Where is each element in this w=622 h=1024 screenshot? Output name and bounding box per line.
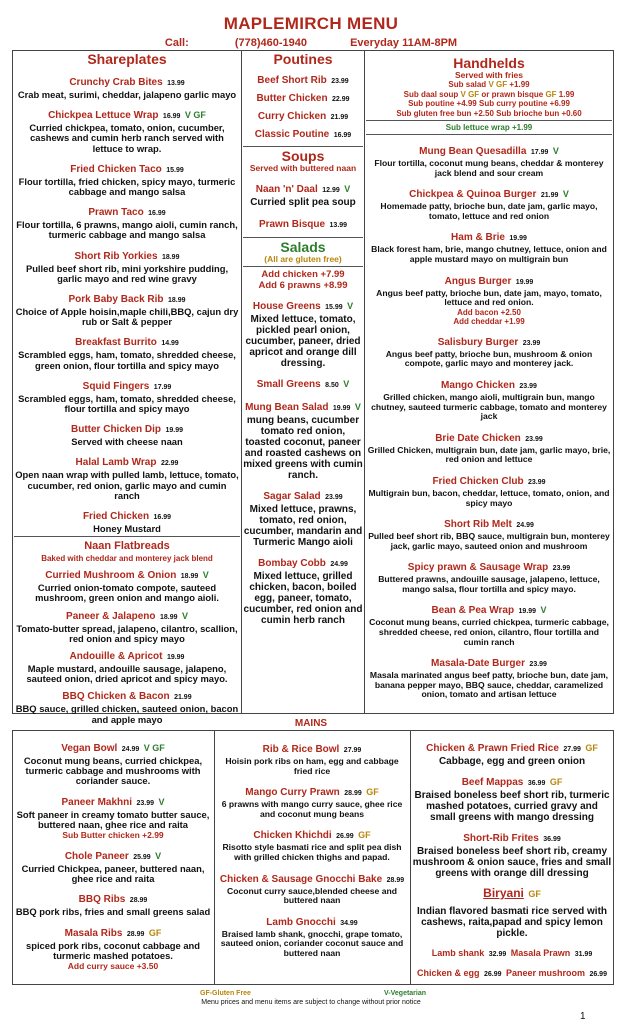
item-description: Mixed lettuce, tomato, pickled pearl onion, cucumber, paneer, dried apricot and orange dill dressing. bbox=[245, 314, 361, 369]
footer-note: Menu prices and menu items are subject to change without prior notice bbox=[201, 999, 421, 1006]
item-description: Angus beef patty, brioche bun, mushroom & onion compote, garlic mayo and monterey jack. bbox=[385, 348, 593, 369]
menu-item bbox=[243, 88, 363, 106]
item-name: Biryani bbox=[483, 886, 524, 900]
item-name: Spicy prawn & Sausage Wrap bbox=[407, 562, 549, 574]
item-tags: V bbox=[158, 796, 165, 807]
menu-item bbox=[366, 184, 612, 221]
item-price: 22.99 bbox=[160, 460, 179, 468]
item-name: BBQ Ribs bbox=[78, 894, 126, 906]
sub-text: Sub daal soup bbox=[403, 89, 459, 99]
item-name: Prawn Taco bbox=[88, 207, 144, 219]
page-number: 1 bbox=[580, 1011, 586, 1022]
menu-item bbox=[366, 271, 612, 326]
menu-item bbox=[243, 553, 363, 626]
menu-item bbox=[14, 72, 240, 100]
item-price: 36.99 bbox=[527, 780, 546, 787]
legend-gf: GF-Gluten Free bbox=[200, 990, 251, 997]
item-price: 19.99 bbox=[515, 278, 534, 286]
item-name: Butter Chicken bbox=[256, 93, 328, 104]
menu-item bbox=[14, 923, 212, 972]
menu-item bbox=[412, 738, 612, 767]
item-name: Butter Chicken Dip bbox=[71, 424, 162, 436]
menu-item bbox=[243, 124, 363, 142]
item-price: 34.99 bbox=[340, 919, 358, 927]
item-description: Soft paneer in creamy tomato butter sauce, buttered naan, ghee rice and raita bbox=[16, 808, 210, 830]
biryani-price: 31.99 bbox=[574, 951, 593, 958]
sub-text: or prawn bisque bbox=[481, 89, 544, 99]
item-name: Chole Paneer bbox=[64, 851, 129, 863]
menu-item bbox=[243, 179, 363, 208]
menu-item bbox=[14, 846, 212, 884]
divider bbox=[410, 730, 411, 985]
menu-item bbox=[366, 514, 612, 551]
item-description: Crab meat, surimi, cheddar, jalapeno garlic mayo bbox=[17, 89, 237, 100]
item-price: 21.99 bbox=[540, 192, 559, 200]
item-tags: V bbox=[202, 570, 209, 581]
item-price: 24.99 bbox=[330, 561, 348, 568]
item-price: 21.99 bbox=[330, 114, 349, 121]
item-price: 23.99 bbox=[519, 382, 537, 390]
contact-line bbox=[0, 37, 622, 49]
item-description: Masala marinated angus beef patty, brioche bun, date jam, banana pepper mayo, BBQ sauce, cheddar, caramelized onion, tomato and artisan lettuce bbox=[369, 670, 609, 700]
menu-item bbox=[216, 782, 408, 819]
item-description: Buttered prawns, andouille sausage, jalapeno, lettuce, mango salsa, flour tortilla and spicy mayo. bbox=[378, 574, 600, 594]
item-description: Honey Mustard bbox=[93, 523, 161, 535]
naan-heading: Naan Flatbreads bbox=[84, 540, 170, 553]
item-price: 28.99 bbox=[126, 930, 145, 938]
item-price: 18.99 bbox=[161, 253, 180, 261]
item-name: Pork Baby Back Rib bbox=[68, 294, 164, 306]
item-tags: V bbox=[343, 379, 350, 389]
item-description: Maple mustard, andouille sausage, jalapeno, sauteed onion, dried apricot and spicy mayo. bbox=[26, 663, 228, 685]
menu-item bbox=[14, 159, 240, 197]
item-description: Scrambled eggs, ham, tomato, shredded cheese, flour tortilla and spicy mayo bbox=[18, 392, 236, 415]
item-name: Ham & Brie bbox=[451, 232, 505, 244]
item-description: Indian flavored basmati rice served with cashews, raita,papad and spicy lemon pickle. bbox=[416, 906, 608, 939]
item-price: 19.99 bbox=[165, 427, 183, 435]
item-description: Angus beef patty, brioche bun, date jam, mayo, tomato, lettuce and red onion. bbox=[376, 287, 602, 308]
item-description: Open naan wrap with pulled lamb, lettuce, tomato, cucumber, red onion, garlic mayo and cumin ranch bbox=[15, 469, 239, 501]
sub-price: 1.99 bbox=[558, 89, 575, 99]
sub-tags: GF bbox=[545, 89, 557, 99]
item-name: Angus Burger bbox=[444, 275, 512, 287]
mains-column-3 bbox=[412, 733, 612, 983]
menu-item bbox=[14, 452, 240, 501]
divider bbox=[366, 134, 612, 135]
menu-item bbox=[14, 646, 240, 684]
item-tags: GF bbox=[148, 927, 162, 938]
item-name: Halal Lamb Wrap bbox=[75, 457, 157, 469]
item-price: 23.99 bbox=[552, 565, 571, 573]
item-description: Hoisin pork ribs on ham, egg and cabbage fried rice bbox=[225, 756, 399, 776]
salad-addon: Add 6 prawns +8.99 bbox=[258, 280, 348, 291]
item-price: 15.99 bbox=[325, 304, 343, 311]
item-description: Coconut mung beans, curried chickpea, turmeric cabbage and mushrooms with coriander sauce. bbox=[23, 755, 203, 787]
item-addon: Add curry sauce +3.50 bbox=[67, 961, 159, 972]
menu-item bbox=[216, 739, 408, 776]
menu-item bbox=[243, 106, 363, 124]
item-description: Pulled beef short rib, mini yorkshire pudding, garlic mayo and red wine gravy bbox=[25, 262, 229, 284]
item-tags: V bbox=[562, 189, 569, 200]
item-description: Multigrain bun, bacon, cheddar, lettuce, tomato, onion, and spicy mayo bbox=[368, 487, 610, 508]
biryani-row bbox=[412, 963, 612, 981]
menu-item bbox=[366, 471, 612, 508]
item-price: 23.99 bbox=[325, 494, 343, 501]
item-name: Fried Chicken bbox=[82, 511, 150, 523]
poutines-heading: Poutines bbox=[273, 51, 333, 67]
menu-item bbox=[243, 296, 363, 369]
menu-item bbox=[243, 70, 363, 88]
menu-item bbox=[366, 653, 612, 700]
item-name: Fried Chicken Taco bbox=[70, 163, 162, 175]
phone-number[interactable]: (778)460-1940 bbox=[234, 37, 308, 49]
item-tags: GF bbox=[358, 830, 371, 841]
item-price: 23.99 bbox=[528, 478, 546, 486]
soups-heading: Soups bbox=[281, 148, 325, 164]
item-name: Prawn Bisque bbox=[258, 219, 326, 230]
sub-option bbox=[366, 109, 612, 119]
legend-v: V-Vegetarian bbox=[384, 990, 427, 997]
item-description: Coconut mung beans, curried chickpea, turmeric cabbage, shredded cheese, red onion, cilantro, flour tortilla and cumin ranch bbox=[369, 617, 609, 647]
item-tags: V bbox=[552, 146, 559, 156]
menu-item bbox=[14, 376, 240, 414]
item-name: Vegan Bowl bbox=[61, 743, 118, 754]
biryani-price: 32.99 bbox=[488, 951, 507, 958]
item-name: Bean & Pea Wrap bbox=[431, 605, 515, 617]
item-name: Curry Chicken bbox=[257, 111, 327, 122]
item-description: Coconut curry sauce,blended cheese and buttered naan bbox=[226, 885, 398, 906]
item-name: Salisbury Burger bbox=[437, 336, 519, 348]
item-price: 24.99 bbox=[516, 522, 534, 530]
item-price: 27.99 bbox=[343, 747, 362, 754]
item-price: 23.99 bbox=[331, 78, 349, 85]
item-tags: GF bbox=[549, 777, 563, 787]
item-name: Crunchy Crab Bites bbox=[69, 77, 163, 88]
salads-heading: Salads bbox=[280, 239, 326, 255]
item-description: 6 prawns with mango curry sauce, ghee rice and coconut mung beans bbox=[221, 799, 403, 819]
item-price: 16.99 bbox=[162, 113, 181, 121]
item-price: 13.99 bbox=[329, 222, 348, 229]
item-description: BBQ sauce, grilled chicken, sauteed onion, bacon and apple mayo bbox=[15, 703, 239, 725]
item-tags: V bbox=[354, 402, 361, 412]
item-description: Pulled beef short rib, BBQ sauce, multigrain bun, monterey jack, garlic mayo, sauteed onion and mushroom bbox=[368, 531, 610, 551]
item-name: Chicken & Sausage Gnocchi Bake bbox=[219, 873, 383, 885]
item-price: 18.99 bbox=[167, 297, 186, 305]
menu-item bbox=[366, 557, 612, 594]
divider bbox=[243, 146, 363, 147]
menu-item bbox=[243, 397, 363, 481]
shareplates-column bbox=[14, 51, 240, 725]
item-price: 23.99 bbox=[525, 435, 543, 443]
biryani-row bbox=[412, 943, 612, 961]
item-name: Paneer Makhni bbox=[61, 796, 133, 808]
divider bbox=[243, 266, 363, 267]
item-name: Short Rib Yorkies bbox=[74, 250, 158, 262]
item-description: Flour tortilla, coconut mung beans, cheddar & monterey jack blend and sour cream bbox=[374, 158, 604, 178]
item-price: 26.99 bbox=[336, 833, 354, 841]
item-price: 16.99 bbox=[148, 210, 166, 218]
menu-item bbox=[366, 375, 612, 422]
item-price: 25.99 bbox=[133, 854, 151, 862]
item-name: Breakfast Burrito bbox=[75, 337, 157, 349]
item-name: Rib & Rice Bowl bbox=[262, 744, 340, 755]
item-price: 16.99 bbox=[153, 514, 172, 522]
item-addon: Add bacon +2.50 bbox=[457, 307, 521, 317]
middle-column bbox=[243, 52, 363, 712]
menu-item bbox=[366, 428, 612, 465]
mains-column-2 bbox=[216, 733, 408, 983]
item-name: Lamb Gnocchi bbox=[266, 916, 336, 928]
item-description: Homemade patty, brioche bun, date jam, garlic mayo, tomato, lettuce and red onion bbox=[380, 201, 598, 221]
item-description: Braised boneless beef short rib, turmeric mashed potatoes, curried gravy and small greens with mango dressing bbox=[414, 790, 610, 823]
salad-addon: Add chicken +7.99 bbox=[261, 269, 345, 280]
item-name: Mung Bean Quesadilla bbox=[419, 146, 527, 157]
item-price: 21.99 bbox=[174, 694, 192, 702]
item-name: Classic Poutine bbox=[254, 129, 330, 140]
item-description: Mixed lettuce, grilled chicken, bacon, boiled egg, paneer, tomato, cucumber, red onion and cumin herb ranch bbox=[243, 571, 363, 626]
item-name: Beef Short Rib bbox=[257, 75, 327, 86]
item-addon: Sub Butter chicken +2.99 bbox=[62, 830, 164, 841]
menu-item bbox=[14, 889, 212, 917]
item-name: Mango Curry Prawn bbox=[245, 787, 340, 799]
item-name: Mango Chicken bbox=[441, 379, 515, 391]
item-description: Curried split pea soup bbox=[250, 197, 356, 208]
item-tags: GF bbox=[528, 889, 541, 899]
item-name: Chickpea & Quinoa Burger bbox=[409, 189, 537, 201]
biryani-price: 26.99 bbox=[589, 971, 607, 978]
divider bbox=[243, 237, 363, 238]
menu-item bbox=[366, 141, 612, 178]
item-price: 16.99 bbox=[333, 132, 352, 139]
item-price: 22.99 bbox=[332, 96, 350, 103]
item-price: 14.99 bbox=[161, 340, 179, 348]
menu-title: MAPLEMIRCH MENU bbox=[223, 14, 399, 33]
item-description: Grilled chicken, mango aioli, multigrain bun, mango chutney, sauteed turmeric cabbage, tomato and monterey jack bbox=[371, 391, 607, 422]
item-name: Masala Ribs bbox=[64, 927, 123, 939]
item-tags: V bbox=[347, 301, 354, 311]
item-price: 18.99 bbox=[180, 573, 199, 581]
item-price: 19.99 bbox=[509, 235, 527, 243]
divider bbox=[214, 730, 215, 985]
item-description: Cabbage, egg and green onion bbox=[438, 756, 586, 767]
item-name: Bombay Cobb bbox=[258, 558, 326, 569]
item-description: spiced pork ribs, coconut cabbage and turmeric mashed potatoes. bbox=[26, 939, 200, 961]
item-description: Braised boneless beef short rib, creamy mushroom & onion sauce, fries and small greens with orange dill dressing bbox=[412, 846, 612, 879]
item-tags: V bbox=[540, 605, 547, 616]
item-description: Mixed lettuce, prawns, tomato, red onion, cucumber, mandarin and Turmeric Mango aioli bbox=[243, 504, 363, 548]
divider bbox=[366, 120, 612, 121]
item-description: Choice of Apple hoisin,maple chili,BBQ, cajun dry rub or Salt & pepper bbox=[15, 306, 239, 328]
sub-text: Sub poutine +4.99 Sub curry poutine +6.99 bbox=[408, 99, 570, 108]
menu-item bbox=[216, 825, 408, 862]
item-price: 17.99 bbox=[530, 149, 549, 156]
sub-option bbox=[366, 90, 612, 100]
biryani-option: Masala Prawn bbox=[510, 948, 571, 958]
item-name: Mung Bean Salad bbox=[245, 402, 329, 413]
item-price: 12.99 bbox=[322, 187, 340, 194]
item-price: 27.99 bbox=[563, 746, 581, 753]
item-price: 18.99 bbox=[159, 613, 178, 621]
sub-text: Sub gluten free bun +2.50 Sub brioche bun +0.60 bbox=[396, 108, 582, 118]
item-tags: V bbox=[344, 184, 351, 194]
item-name: Short Rib Melt bbox=[444, 519, 512, 531]
handhelds-column bbox=[366, 52, 612, 712]
item-description: Grilled Chicken, multigrain bun, date jam, garlic mayo, brie, red onion and lettuce bbox=[367, 444, 611, 465]
item-tags: GF bbox=[585, 743, 598, 753]
mains-column-1 bbox=[14, 733, 212, 983]
item-name: Chicken Khichdi bbox=[253, 830, 332, 842]
menu-item bbox=[14, 332, 240, 370]
shareplates-heading: Shareplates bbox=[87, 51, 167, 67]
mains-heading: MAINS bbox=[294, 718, 328, 729]
sub-lettuce: Sub lettuce wrap +1.99 bbox=[445, 123, 533, 132]
item-name: Chickpea Lettuce Wrap bbox=[48, 110, 159, 122]
menu-item bbox=[216, 912, 408, 959]
item-price: 23.99 bbox=[529, 661, 547, 669]
item-tags: V bbox=[181, 610, 188, 621]
item-description: Served with cheese naan bbox=[71, 436, 183, 448]
menu-item bbox=[412, 828, 612, 879]
menu-item bbox=[412, 772, 612, 823]
divider bbox=[241, 50, 242, 714]
menu-item bbox=[216, 869, 408, 906]
item-description: Curried onion-tomato compote, sauteed mushroom, green onion and mango aioli. bbox=[35, 582, 219, 604]
hours: Everyday 11AM-8PM bbox=[350, 37, 458, 49]
menu-item bbox=[14, 506, 240, 534]
handhelds-note: Served with fries bbox=[454, 70, 524, 80]
biryani-option: Chicken & egg bbox=[417, 968, 480, 978]
item-tags: V GF bbox=[143, 743, 165, 753]
item-name: Beef Mappas bbox=[461, 777, 524, 788]
item-description: Flour tortilla, 6 prawns, mango aioli, cumin ranch, turmeric cabbage and mango salsa bbox=[16, 219, 238, 241]
item-name: Andouille & Apricot bbox=[69, 651, 163, 663]
menu-item bbox=[14, 419, 240, 447]
item-price: 24.99 bbox=[121, 746, 140, 753]
menu-item-biryani bbox=[412, 884, 612, 939]
item-description: Black forest ham, brie, mango chutney, lettuce, onion and apple mustard mayo on multigrain bun bbox=[371, 244, 607, 264]
item-price: 23.99 bbox=[522, 339, 541, 347]
item-description: Braised lamb shank, gnocchi, grape tomato, sauteed onion, coriander coconut sauce and buttered naan bbox=[220, 928, 404, 958]
sub-tags: V GF bbox=[460, 89, 480, 99]
item-price: 19.99 bbox=[332, 405, 351, 412]
menu-item bbox=[366, 332, 612, 369]
divider bbox=[14, 536, 240, 537]
item-name: Sagar Salad bbox=[263, 491, 321, 502]
sub-price: +1.99 bbox=[509, 80, 530, 89]
item-name: Squid Fingers bbox=[82, 380, 150, 392]
item-tags: V bbox=[155, 851, 162, 862]
item-price: 19.99 bbox=[518, 608, 537, 616]
biryani-price: 26.99 bbox=[483, 971, 502, 978]
sub-tags: V GF bbox=[488, 80, 508, 89]
item-description: Tomato-butter spread, jalapeno, cilantro, scallion, red onion and spicy mayo bbox=[16, 622, 238, 644]
item-name: House Greens bbox=[252, 301, 321, 312]
item-description: Flour tortilla, fried chicken, spicy mayo, turmeric cabbage and mango salsa bbox=[18, 175, 236, 198]
item-description: Curried chickpea, tomato, onion, cucumber, cashews and cumin herb ranch served with lettuce to wrap. bbox=[29, 122, 225, 154]
item-description: mung beans, cucumber tomato red onion, toasted coconut, paneer and roasted cashews on mixed greens with cumin ranch. bbox=[243, 415, 363, 481]
handhelds-heading: Handhelds bbox=[453, 55, 525, 71]
item-name: BBQ Chicken & Bacon bbox=[62, 691, 170, 703]
biryani-option: Lamb shank bbox=[431, 948, 485, 958]
menu-item bbox=[14, 565, 240, 603]
item-name: Fried Chicken Club bbox=[432, 475, 524, 487]
item-addon: Add cheddar +1.99 bbox=[453, 316, 525, 326]
item-name: Curried Mushroom & Onion bbox=[45, 570, 177, 582]
divider bbox=[364, 50, 365, 714]
menu-item bbox=[366, 600, 612, 647]
menu-item bbox=[14, 289, 240, 327]
menu-item bbox=[243, 374, 363, 392]
item-price: 17.99 bbox=[153, 383, 172, 391]
item-tags: GF bbox=[366, 787, 379, 798]
item-price: 13.99 bbox=[167, 80, 185, 87]
item-name: Short-Rib Frites bbox=[463, 833, 539, 844]
menu-item bbox=[14, 246, 240, 284]
item-price: 28.99 bbox=[129, 897, 148, 905]
item-price: 36.99 bbox=[543, 836, 561, 843]
item-price: 28.99 bbox=[344, 790, 362, 798]
item-name: Naan 'n' Daal bbox=[255, 184, 318, 195]
item-name: Paneer & Jalapeno bbox=[66, 610, 156, 622]
sub-option bbox=[366, 99, 612, 109]
sub-option bbox=[366, 80, 612, 90]
item-name: Chicken & Prawn Fried Rice bbox=[426, 743, 559, 754]
menu-item bbox=[243, 486, 363, 548]
menu-item bbox=[14, 606, 240, 644]
item-price: 8.50 bbox=[325, 382, 339, 389]
phone-label: Call: (778)460-1940 bbox=[164, 37, 308, 49]
item-price: 23.99 bbox=[136, 799, 155, 807]
item-description: Curried Chickpea, paneer, buttered naan, ghee rice and raita bbox=[21, 863, 205, 885]
menu-item bbox=[14, 202, 240, 240]
item-price: 15.99 bbox=[166, 166, 184, 174]
item-name: Small Greens bbox=[256, 379, 321, 390]
item-name: Masala-Date Burger bbox=[431, 658, 525, 670]
menu-item bbox=[366, 227, 612, 264]
menu-item bbox=[14, 105, 240, 154]
item-price: 19.99 bbox=[166, 654, 185, 662]
item-price: 28.99 bbox=[386, 876, 405, 884]
naan-note: Baked with cheddar and monterey jack blend bbox=[41, 554, 213, 564]
item-description: BBQ pork ribs, fries and small greens salad bbox=[15, 906, 211, 918]
soups-note: Served with buttered naan bbox=[249, 163, 357, 173]
menu-item bbox=[14, 738, 212, 787]
item-description: Risotto style basmati rice and split pea dish with grilled chicken thighs and papad. bbox=[222, 842, 402, 862]
salads-note: (All are gluten free) bbox=[264, 254, 342, 264]
item-tags: V GF bbox=[184, 110, 206, 121]
menu-item bbox=[243, 214, 363, 232]
menu-item bbox=[14, 792, 212, 841]
item-name: Brie Date Chicken bbox=[435, 432, 521, 444]
sub-text: Sub salad bbox=[448, 80, 487, 89]
biryani-option: Paneer mushroom bbox=[505, 968, 585, 978]
item-description: Scrambled eggs, ham, tomato, shredded cheese, green onion, flour tortilla and spicy mayo bbox=[18, 349, 236, 371]
